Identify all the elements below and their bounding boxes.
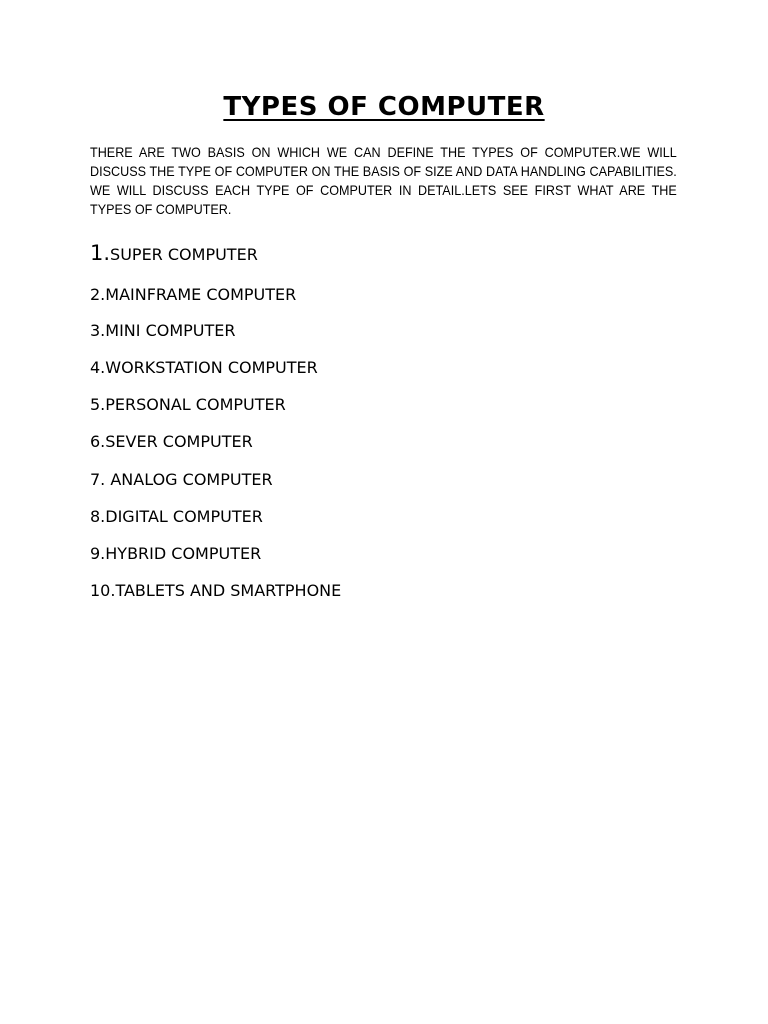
list-item-label: PERSONAL COMPUTER [105, 395, 286, 414]
list-item [90, 285, 296, 304]
list-item-label: ANALOG COMPUTER [110, 470, 273, 489]
list-item-label: TABLETS AND SMARTPHONE [115, 581, 342, 600]
list-item [90, 358, 318, 377]
list-item-number: 10. [90, 581, 116, 600]
list-item-label: MAINFRAME COMPUTER [105, 285, 297, 304]
list-item-number: 4. [90, 358, 106, 377]
list-item-label: SUPER COMPUTER [110, 245, 258, 264]
list-item [90, 395, 286, 414]
list-item [90, 241, 258, 265]
list-item [90, 544, 261, 563]
list-item-number: 9. [90, 544, 106, 563]
list-item-number: 1. [90, 241, 111, 265]
list-item [90, 470, 273, 489]
list-item-label: DIGITAL COMPUTER [105, 507, 263, 526]
list-item [90, 507, 263, 526]
list-item-number: 7. [90, 470, 111, 489]
list-item-label: HYBRID COMPUTER [105, 544, 262, 563]
list-item-number: 6. [90, 432, 106, 451]
list-item-label: MINI COMPUTER [105, 321, 236, 340]
list-item-number: 8. [90, 507, 106, 526]
page-title: TYPES OF COMPUTER [223, 92, 545, 122]
intro-paragraph: THERE ARE TWO BASIS ON WHICH WE CAN DEFINE THE TYPES OF COMPUTER.WE WILL DISCUSS THE TYPE OF COMPUTER ON THE BASIS OF SIZE AND DATA HANDLING CAPABILITIES. WE WILL DISCUSS EACH TYPE OF COMPUTER IN DETAIL.LETS SEE FIRST WHAT ARE THE TYPES OF COMPUTER. [90, 144, 677, 217]
list-item-number: 2. [90, 285, 106, 304]
list-item-number: 3. [90, 321, 106, 340]
list-item [90, 581, 341, 600]
list-item-label: WORKSTATION COMPUTER [105, 358, 318, 377]
list-item-label: SEVER COMPUTER [105, 432, 253, 451]
list-item [90, 432, 253, 451]
list-item [90, 321, 236, 340]
list-item-number: 5. [90, 395, 106, 414]
